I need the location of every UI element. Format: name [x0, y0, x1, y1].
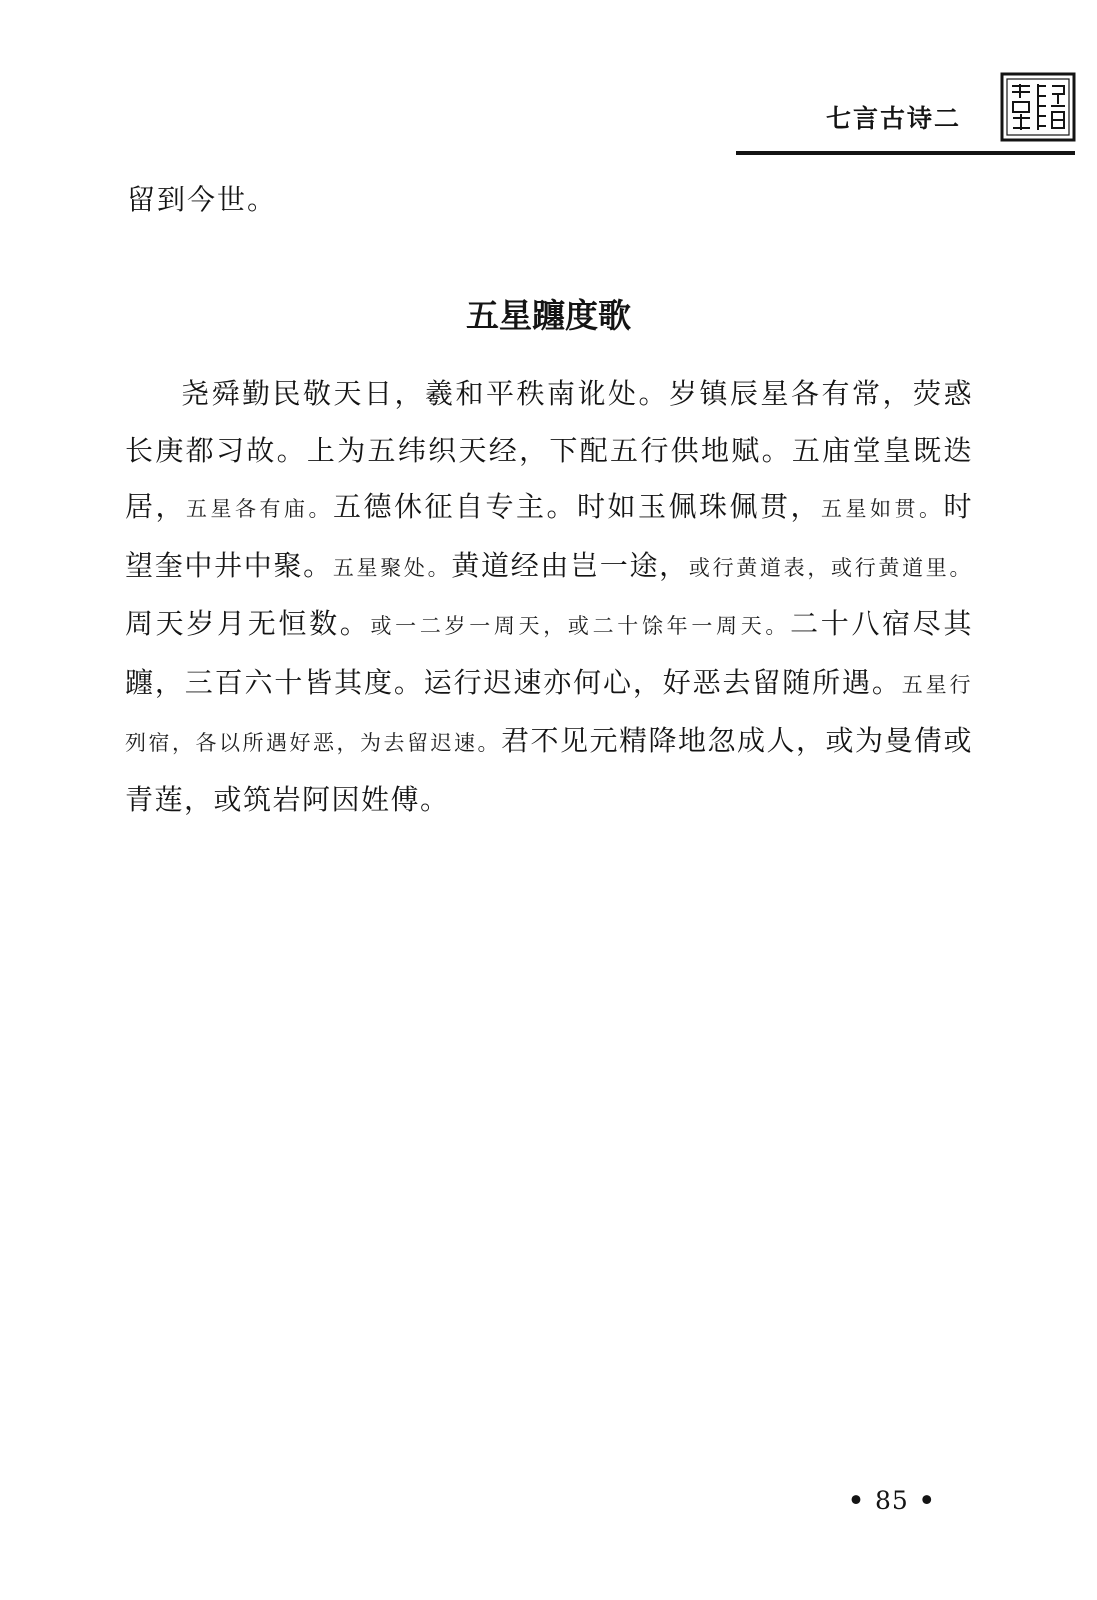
- annotation-note: 五星如贯。: [820, 497, 944, 521]
- carry-over-text: 留到今世。: [127, 183, 278, 216]
- running-head-title: 七言古诗二: [825, 104, 961, 133]
- annotation-note: 五星行列宿，各以所遇好恶，为去留迟速。: [125, 672, 973, 755]
- annotation-note: 或一二岁一周天，或二十馀年一周天。: [370, 614, 791, 638]
- verse-text: 五德休征自专主。时如玉佩珠佩贯，: [333, 490, 821, 523]
- verse-text: 二十八宿尽其躔，三百六十皆其度。运行迟速亦何心，好恶去留随所遇。: [125, 607, 973, 699]
- header-rule: [736, 151, 1075, 155]
- verse-text: 时望奎中井中聚。: [125, 490, 973, 582]
- bullet-left: •: [848, 1486, 865, 1515]
- verse-text: 黄道经由岂一途，: [451, 548, 689, 582]
- annotation-note: 五星各有庙。: [186, 497, 333, 521]
- bullet-right: •: [918, 1486, 936, 1515]
- poem-body: [125, 366, 973, 828]
- verse-text: 君不见元精降地忽成人，或为曼倩或青莲，或筑岩阿因姓傅。: [125, 724, 974, 816]
- verse-text: 尧舜勤民敬天日，羲和平秩南讹处。岁镇辰星各有常，荧惑长庚都习故。上为五纬织天经，下配五行供地赋。五庙堂皇既迭居，: [125, 377, 973, 523]
- seal-stamp-icon: [1000, 72, 1076, 142]
- poem-title: 五星躔度歌: [466, 296, 631, 335]
- verse-text: 周天岁月无恒数。: [125, 607, 371, 640]
- page-number: 85: [874, 1486, 909, 1515]
- annotation-note: 五星聚处。: [332, 555, 452, 580]
- annotation-note: 或行黄道表，或行黄道里。: [688, 555, 973, 580]
- page-number-footer: [838, 1486, 946, 1516]
